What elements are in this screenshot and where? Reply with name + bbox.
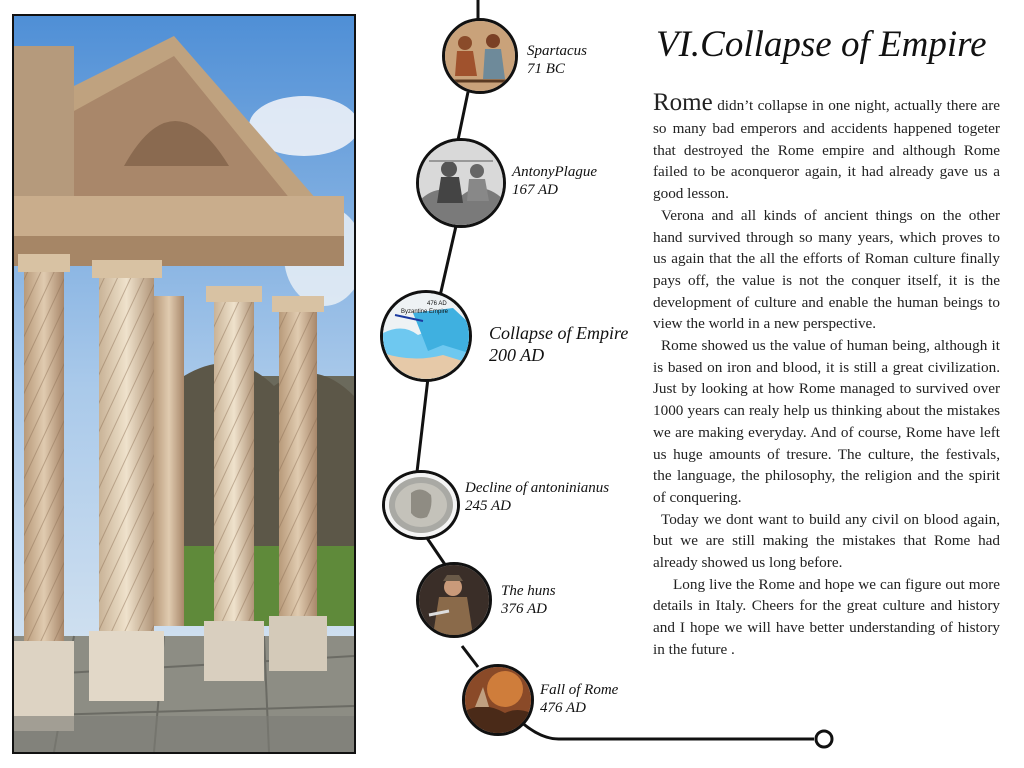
paragraph-1: [653, 88, 1000, 205]
fall-of-rome-image: [462, 664, 534, 736]
huns-image: [416, 562, 492, 638]
paragraph-4: Today we dont want to build any civil on blood again, but we are still making the mistakes that Rome had already showed us long before.: [653, 510, 1000, 572]
antoninianus-coin-image: [382, 470, 460, 540]
collapse-date: 200 AD: [489, 345, 545, 365]
paragraph-2: Verona and all kinds of ancient things on the other hand survived through so many years, which proves to us again that the all the efforts of Roman culture finally pays off, the value is not the conquer itself, it is the development of culture and enable the human beings to view the world in a new perspective.: [653, 206, 1000, 333]
huns-name: The huns: [501, 583, 556, 599]
byzantine-map-image: [380, 290, 472, 382]
collapse-name: Collapse of Empire: [489, 323, 629, 343]
fall-of-rome-name: Fall of Rome: [540, 682, 619, 698]
paragraph-3: Rome showed us the value of human being, although it is based on iron and blood, it is still a great civilization. Just by looking at how Rome managed to survived over 1000 years can realy help us thinking about the mistakes we are making everyday. And of course, Rome have left us huge amounts of tresure. The culture, the festivals, the language, the philosophy, the religion and the spirit of conquering.: [653, 337, 1000, 506]
spartacus-date: 71 BC: [527, 61, 565, 77]
spartacus-name: Spartacus: [527, 43, 587, 59]
paragraph-1-text: didn’t collapse in one night, actually there are so many bad emperors and accidents happened togeter that destroyed the Rome empire and although Rome failed to be aconqueror again, it had already gave us a good lesson.: [653, 97, 1001, 203]
huns-date: 376 AD: [501, 601, 547, 617]
map-year-label: 476 AD: [427, 301, 447, 307]
antony-plague-date: 167 AD: [512, 182, 558, 198]
lead-word: Rome: [653, 89, 713, 116]
paragraph-5: Long live the Rome and hope we can figure out more details in Italy. Cheers for the great culture and history and I hope we will have better understanding of history in the future .: [653, 575, 1000, 658]
body-text: [653, 88, 1000, 661]
map-empire-label: Byzantine Empire: [401, 309, 449, 315]
fall-of-rome-date: 476 AD: [540, 700, 586, 716]
page-title: VI.Collapse of Empire: [656, 24, 987, 65]
antoninianus-date: 245 AD: [465, 498, 511, 514]
antony-plague-image: [416, 138, 506, 228]
antoninianus-name: Decline of antoninianus: [465, 480, 610, 496]
antony-plague-name: AntonyPlague: [512, 164, 597, 180]
spartacus-image: [442, 18, 518, 94]
timeline-end-node: [816, 731, 832, 747]
temple-ruins-photo: [12, 14, 356, 754]
